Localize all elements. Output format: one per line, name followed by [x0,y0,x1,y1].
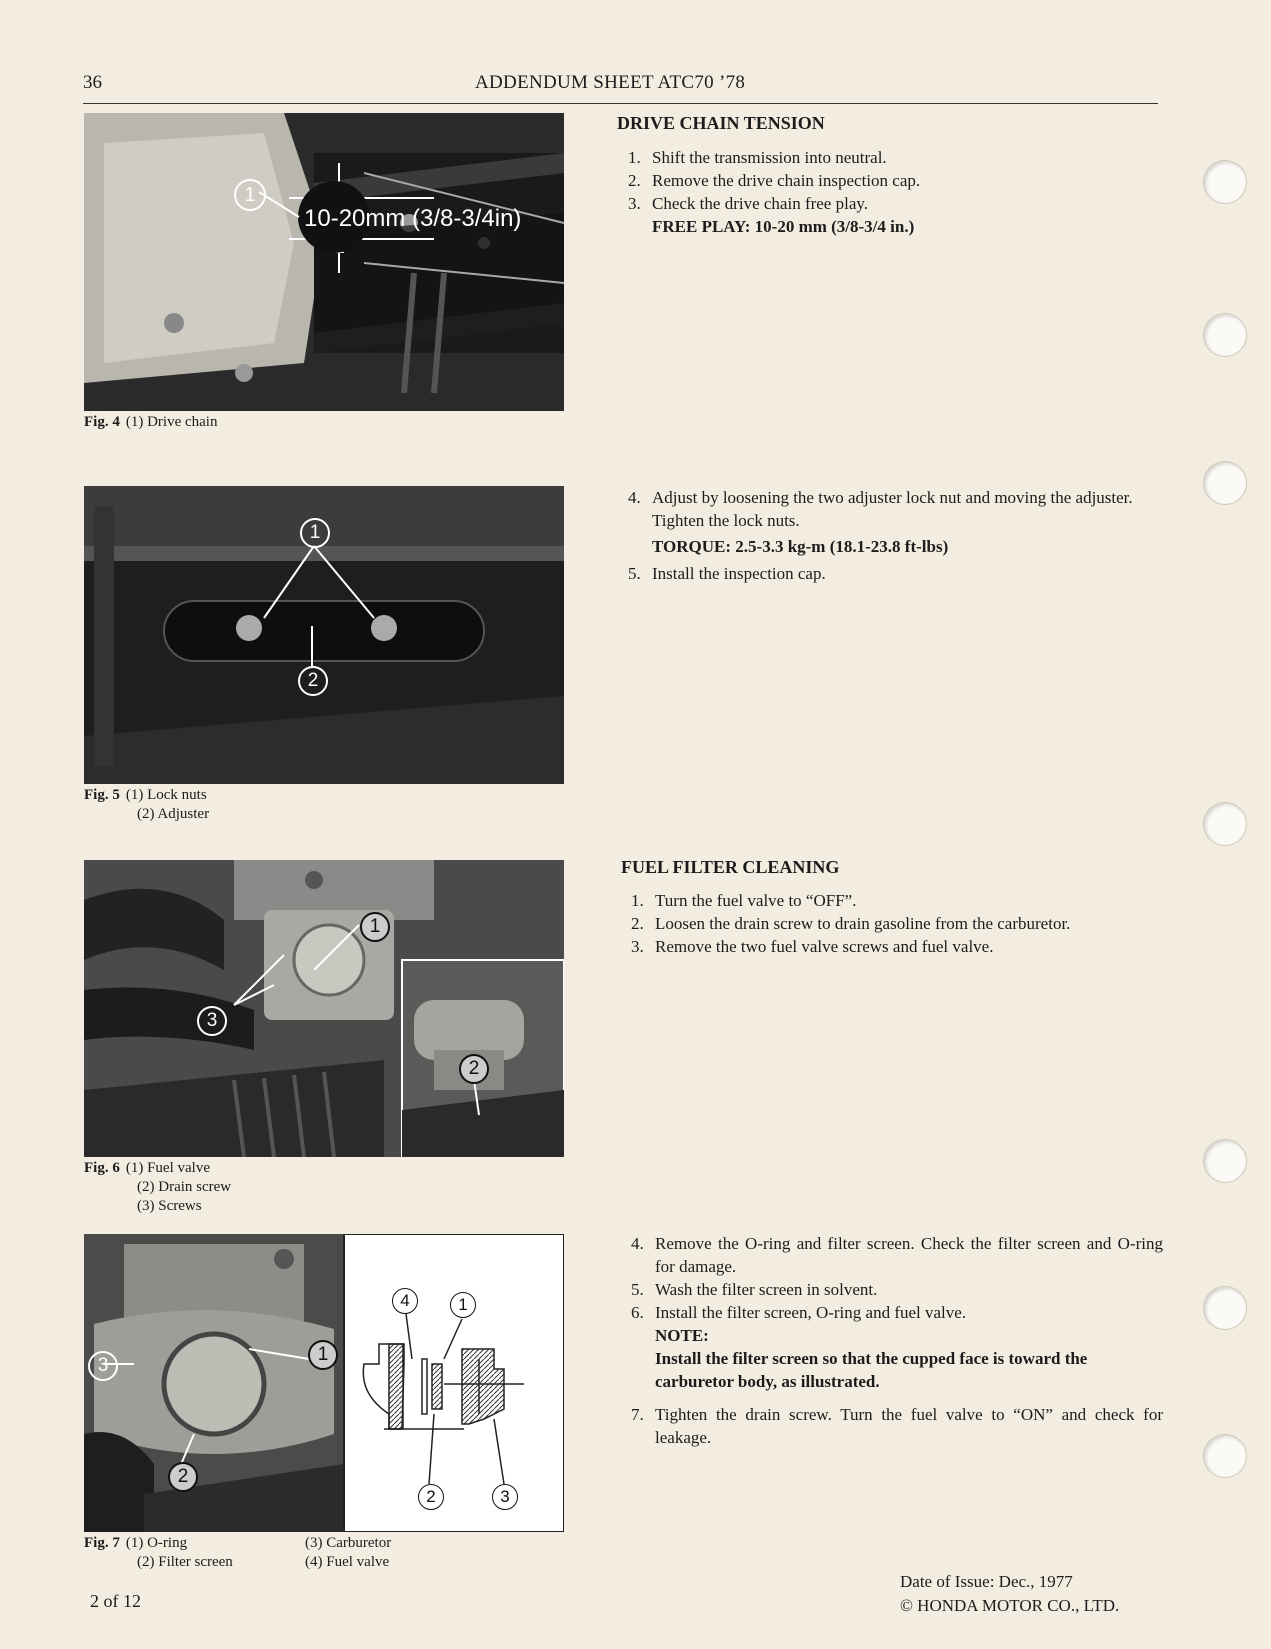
caption-item: (2) Adjuster [137,806,210,822]
step-item: 3. Remove the two fuel valve screws and fuel valve. [631,937,994,956]
torque-spec: TORQUE: 2.5-3.3 kg-m (18.1-23.8 ft-lbs) [652,537,949,556]
page-number: 36 [83,72,102,93]
caption-item: (4) Fuel valve [305,1554,390,1570]
page-count: 2 of 12 [90,1591,141,1611]
step-item: 2. Remove the drive chain inspection cap. [628,171,921,190]
fig5-label: Fig. 5 [84,787,120,803]
issue-info [900,1570,1119,1618]
fig5-callout-2: 2 [298,666,328,696]
fig7-label: Fig. 7 [84,1535,120,1551]
step-item: 4. Remove the O-ring and filter screen. Check the filter screen and O-ring for damage. [631,1234,1163,1276]
fig5-caption [84,786,209,824]
step-item: 5. Wash the filter screen in solvent. [631,1280,878,1299]
step-item: 6. Install the filter screen, O-ring and fuel valve. [631,1303,967,1322]
caption-item: (3) Carburetor [305,1535,392,1551]
adjust-steps [628,486,1163,585]
drive-chain-heading: DRIVE CHAIN TENSION [617,113,825,133]
fig7-callout-3-photo: 3 [88,1351,118,1381]
fig7-callout-2-photo: 2 [168,1462,198,1492]
caption-item: (3) Screws [137,1198,202,1214]
issue-date: Date of Issue: Dec., 1977 [900,1572,1073,1591]
fig7-callout-2-diagram: 2 [418,1484,444,1510]
fuel-filter-steps-a [631,889,1161,958]
step-item: 1. Turn the fuel valve to “OFF”. [631,891,857,910]
caption-item: (1) O-ring [125,1535,188,1551]
binder-hole [1203,1139,1247,1183]
fig4-drive-chain-photo [84,113,564,411]
step-item: 7. Tighten the drain screw. Turn the fuel valve to “ON” and check for leakage. [631,1405,1163,1447]
fig6-caption [84,1159,231,1216]
step-item: 3. Check the drive chain free play. [628,194,869,213]
binder-hole [1203,1286,1247,1330]
fig4-measure-label: 10-20mm (3/8-3/4in) [304,205,522,232]
fig4-callout-1: 1 [234,179,266,211]
header-rule [83,103,1158,104]
drive-chain-steps [628,146,1168,238]
binder-hole [1203,802,1247,846]
caption-item: (1) Lock nuts [125,787,207,803]
fig4-caption [84,413,217,432]
page-title: ADDENDUM SHEET ATC70 ’78 [475,72,746,93]
fig7-caption [84,1534,233,1572]
fig6-callout-3: 3 [197,1006,227,1036]
fig7-filter-photo [84,1234,564,1532]
copyright: © HONDA MOTOR CO., LTD. [900,1596,1120,1615]
fig6-fuel-valve-photo [84,860,564,1157]
caption-item: (1) Fuel valve [125,1160,210,1176]
fuel-filter-steps-b [631,1232,1163,1449]
fig4-label: Fig. 4 [84,414,120,430]
fig6-callout-1: 1 [360,912,390,942]
binder-hole [1203,160,1247,204]
free-play-spec: FREE PLAY: 10-20 mm (3/8-3/4 in.) [652,217,915,236]
fig7-callout-4-diagram: 4 [392,1288,418,1314]
fig6-label: Fig. 6 [84,1160,120,1176]
binder-hole [1203,1434,1247,1478]
step-item: 2. Loosen the drain screw to drain gasoline from the carburetor. [631,914,1071,933]
fig7-callout-1-diagram: 1 [450,1292,476,1318]
note-text: Install the filter screen so that the cupped face is toward the carburetor body, as illustrated. [655,1349,1088,1391]
caption-item: (1) Drive chain [125,414,218,430]
fig5-callout-1: 1 [300,518,330,548]
binder-hole [1203,313,1247,357]
caption-item: (2) Filter screen [137,1554,233,1570]
fuel-filter-heading: FUEL FILTER CLEANING [621,857,840,877]
fig7-caption-col2 [305,1534,391,1572]
fig5-adjuster-photo [84,486,564,784]
caption-item: (2) Drain screw [137,1179,232,1195]
note-label: NOTE: [655,1326,709,1345]
step-item: 1. Shift the transmission into neutral. [628,148,887,167]
fig6-callout-2: 2 [459,1054,489,1084]
step-item: 5. Install the inspection cap. [628,564,826,583]
fig7-callout-3-diagram: 3 [492,1484,518,1510]
binder-hole [1203,461,1247,505]
fig7-callout-1-photo: 1 [308,1340,338,1370]
step-item: 4. Adjust by loosening the two adjuster lock nut and moving the adjuster. [628,488,1133,507]
step-sub: Tighten the lock nuts. [652,511,800,530]
